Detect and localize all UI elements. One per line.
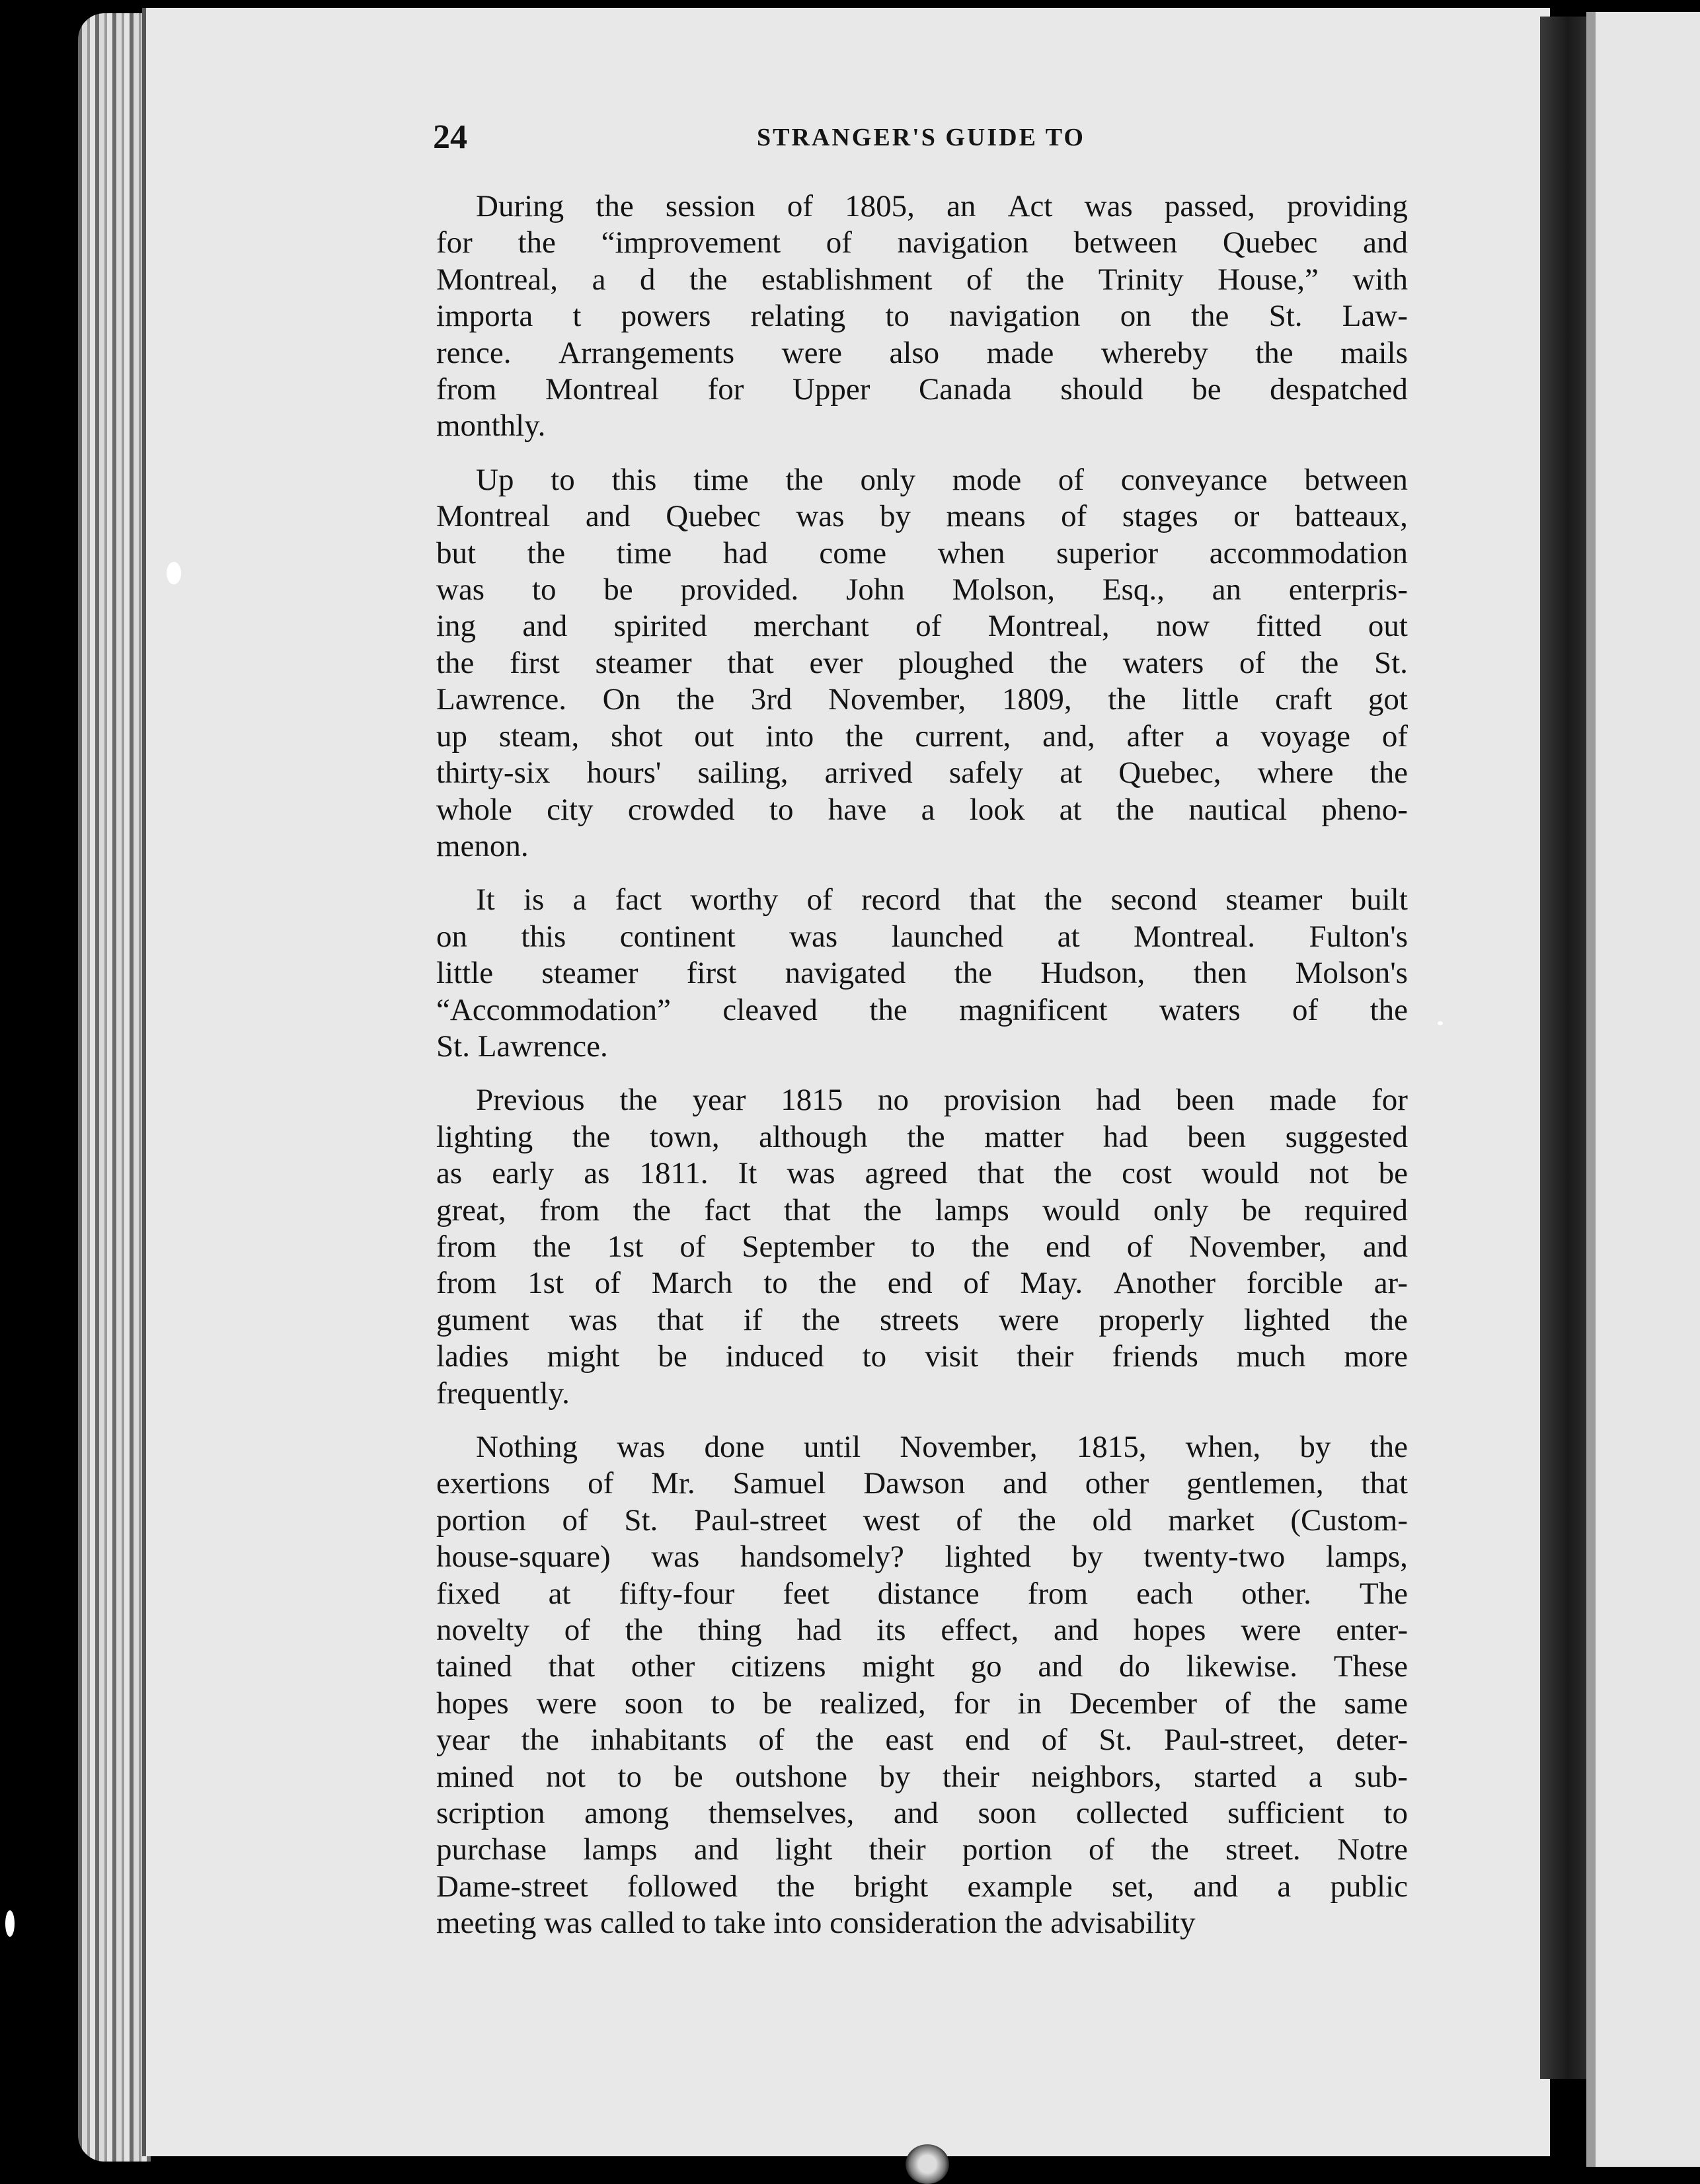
paragraph (436, 1082, 1408, 1412)
page-number: 24 (433, 118, 467, 156)
text-line: importa t powers relating to navigation on the St. Law- (436, 299, 1408, 334)
specks (167, 562, 181, 584)
text-line: monthly. (436, 409, 546, 444)
text-line: Lawrence. On the 3rd November, 1809, the little craft got (436, 682, 1408, 717)
text-line: scription among themselves, and soon collected sufficient to (436, 1796, 1408, 1831)
text-line: gument was that if the streets were properly lighted the (436, 1302, 1408, 1337)
text-line: year the inhabitants of the east end of St. Paul-street, deter- (436, 1723, 1408, 1758)
text-line: thirty-six hours' sailing, arrived safely at Quebec, where the (436, 756, 1408, 791)
text-line: portion of St. Paul-street west of the old market (Custom- (436, 1502, 1408, 1538)
text-line: from 1st of March to the end of May. Another forcible ar- (436, 1266, 1408, 1301)
text-line: from Montreal for Upper Canada should be despatched (436, 372, 1408, 407)
body-text (436, 188, 1408, 1959)
text-line: menon. (436, 828, 529, 863)
text-line: Previous the year 1815 no provision had been made for (476, 1083, 1408, 1118)
page-edges (78, 13, 151, 2162)
text-line: whole city crowded to have a look at the nautical pheno- (436, 792, 1408, 827)
text-line: exertions of Mr. Samuel Dawson and other gentlemen, that (436, 1466, 1408, 1501)
text-line: tained that other citizens might go and do likewise. These (436, 1649, 1408, 1684)
paragraph (436, 1429, 1408, 1942)
text-line: rence. Arrangements were also made whereby the mails (436, 335, 1408, 370)
text-line: meeting was called to take into consideration the advisability (436, 1906, 1196, 1941)
text-line: purchase lamps and light their portion of the street. Notre (436, 1832, 1408, 1867)
text-line: frequently. (436, 1376, 570, 1411)
text-line: mined not to be outshone by their neighbors, started a sub- (436, 1759, 1408, 1794)
text-line: novelty of the thing had its effect, and hopes were enter- (436, 1613, 1408, 1648)
paragraph (436, 188, 1408, 445)
text-line: Montreal and Quebec was by means of stages or batteaux, (436, 499, 1408, 534)
text-line: fixed at fifty-four feet distance from each other. The (436, 1576, 1408, 1611)
text-line: ladies might be induced to visit their friends much more (436, 1339, 1408, 1374)
ink-blot (906, 2144, 949, 2184)
text-line: ing and spirited merchant of Montreal, now fitted out (436, 609, 1408, 644)
running-head: STRANGER'S GUIDE TO (757, 124, 1085, 151)
paragraph (436, 882, 1408, 1065)
text-line: hopes were soon to be realized, for in December of the same (436, 1686, 1408, 1721)
paragraph (436, 462, 1408, 865)
facing-page (1586, 12, 1700, 2167)
specks (5, 1910, 15, 1937)
text-line: little steamer first navigated the Hudson, then Molson's (436, 956, 1408, 991)
text-line: St. Lawrence. (436, 1029, 608, 1064)
text-line: but the time had come when superior accommodation (436, 535, 1408, 570)
text-line: Up to this time the only mode of conveyance between (476, 462, 1408, 497)
text-line: Montreal, a d the establishment of the Trinity House,” with (436, 262, 1408, 297)
text-line: great, from the fact that the lamps would only be required (436, 1192, 1408, 1228)
text-line: house-square) was handsomely? lighted by twenty-two lamps, (436, 1540, 1408, 1575)
text-line: for the “improvement of navigation between Quebec and (436, 225, 1408, 260)
text-line: was to be provided. John Molson, Esq., an enterpris- (436, 572, 1408, 607)
text-line: Dame-street followed the bright example set, and a public (436, 1869, 1408, 1904)
text-line: up steam, shot out into the current, and, after a voyage of (436, 719, 1408, 754)
specks (1438, 1021, 1443, 1025)
text-line: the first steamer that ever ploughed the waters of the St. (436, 645, 1408, 680)
text-line: Nothing was done until November, 1815, when, by the (476, 1430, 1408, 1464)
text-line: on this continent was launched at Montreal. Fulton's (436, 919, 1408, 954)
text-line: It is a fact worthy of record that the second steamer built (476, 882, 1408, 917)
page-header (433, 118, 1424, 164)
text-line: During the session of 1805, an Act was passed, providing (476, 189, 1408, 223)
facing-page-edge (1586, 12, 1596, 2167)
text-line: from the 1st of September to the end of November, and (436, 1229, 1408, 1264)
gutter-shadow (1540, 17, 1586, 2079)
text-line: lighting the town, although the matter had been suggested (436, 1119, 1408, 1154)
text-line: “Accommodation” cleaved the magnificent waters of the (436, 992, 1408, 1027)
text-line: as early as 1811. It was agreed that the cost would not be (436, 1156, 1408, 1191)
